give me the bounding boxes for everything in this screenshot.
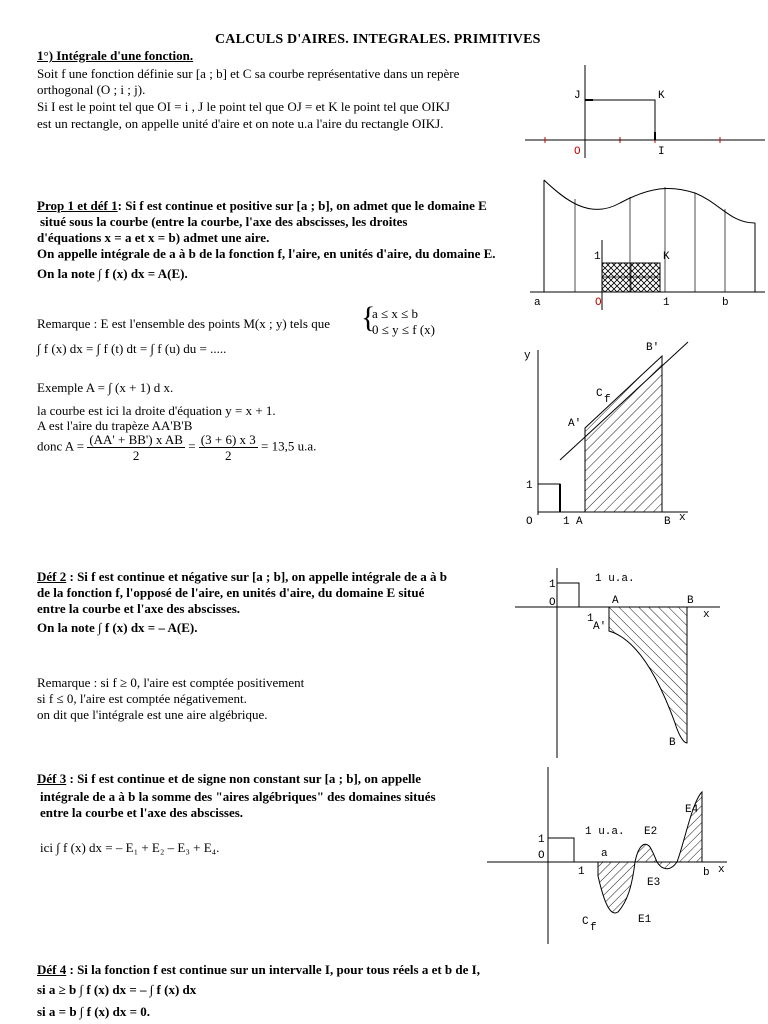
label-B: B xyxy=(669,737,676,749)
label-a: a xyxy=(601,848,608,860)
label-O: O xyxy=(549,597,556,609)
label-1: 1 xyxy=(594,251,601,263)
def4-line: Déf 4 : Si la fonction f est continue sur un intervalle I, pour tous réels a et b de I, xyxy=(37,962,480,977)
trapezoid xyxy=(585,356,662,512)
def2-line: On la note ∫ f (x) dx = – A(E). xyxy=(37,620,198,635)
label-x: x xyxy=(679,512,686,524)
negative-area-figure xyxy=(515,563,725,758)
label-1: 1 xyxy=(587,613,594,625)
def3-line: entre la courbe et l'axe des abscisses. xyxy=(40,805,244,820)
label-ua: 1 u.a. xyxy=(595,573,635,585)
prop1-line: On la note ∫ f (x) dx = A(E). xyxy=(37,266,188,281)
label-B: B xyxy=(687,595,694,607)
label-Cf: C xyxy=(596,388,603,400)
text-line: orthogonal (O ; i ; j). xyxy=(37,82,146,97)
negative-region xyxy=(609,607,687,743)
def2-line: Déf 2 : Si f est continue et négative sur [a ; b], on appelle intégrale de a à b xyxy=(37,569,447,584)
label-E4: E4 xyxy=(685,804,699,816)
prop1-line: On appelle intégrale de a à b de la fonction f, l'aire, en unités d'aire, du domaine E. xyxy=(37,246,496,261)
label-O: O xyxy=(595,297,602,309)
prop1-line: d'équations x = a et x = b) admet une aire. xyxy=(37,230,270,245)
integral-equality: ∫ f (x) dx = ∫ f (t) dt = ∫ f (u) du = ..... xyxy=(37,341,227,356)
page-title: CALCULS D'AIRES. INTEGRALES. PRIMITIVES xyxy=(215,32,541,47)
remark-line: on dit que l'intégrale est une aire algébrique. xyxy=(37,707,268,722)
label-1: 1 xyxy=(549,579,556,591)
label-ua: 1 u.a. xyxy=(585,826,625,838)
remark-text: Remarque : E est l'ensemble des points M(x ; y) tels que xyxy=(37,316,330,331)
def3-line: intégrale de a à b la somme des "aires algébriques" des domaines situés xyxy=(40,789,436,804)
label-x: x xyxy=(718,864,725,876)
label-b: b xyxy=(703,867,710,879)
label-E3: E3 xyxy=(647,877,661,889)
svg-text:f: f xyxy=(604,394,611,406)
label-A: A xyxy=(576,516,583,528)
remark-line: Remarque : si f ≥ 0, l'aire est comptée positivement xyxy=(37,675,305,690)
label-O: O xyxy=(538,850,545,862)
label-1: 1 xyxy=(526,480,533,492)
curve xyxy=(544,180,755,223)
label-b: b xyxy=(722,297,729,309)
prop1-line: Prop 1 et déf 1: Si f est continue et positive sur [a ; b], on admet que le domaine E xyxy=(37,198,487,213)
prop1-line: situé sous la courbe (entre la courbe, l'axe des abscisses, les droites xyxy=(40,214,408,229)
example-calc: donc A = $\frac{\text{(AA' + BB') x AB}}{2}$ = $\frac{(3 + 6) x 3}{2}$ = 13,5 u.a. xyxy=(37,432,317,463)
label-B: B xyxy=(664,516,671,528)
label-1: 1 xyxy=(663,297,670,309)
region-E2 xyxy=(635,844,657,862)
sign-changing-area-figure xyxy=(482,762,732,947)
label-A: A xyxy=(612,595,619,607)
label-1: 1 xyxy=(538,834,545,846)
example-line: A est l'aire du trapèze AA'B'B xyxy=(37,418,193,433)
label-Ap: A' xyxy=(568,418,582,430)
def3-line: Déf 3 : Si f est continue et de signe non constant sur [a ; b], on appelle xyxy=(37,771,422,786)
label-1: 1 xyxy=(578,866,585,878)
label-O: O xyxy=(574,146,581,158)
trapezoid-figure xyxy=(518,340,698,530)
text-line: Soit f une fonction définie sur [a ; b] et C sa courbe représentative dans un repère xyxy=(37,66,460,81)
condition: 0 ≤ y ≤ f (x) xyxy=(372,322,436,337)
def4-line: si a ≥ b ∫ f (x) dx = – ∫ f (x) dx xyxy=(37,982,197,997)
label-Cf: C xyxy=(582,916,589,928)
label-x: x xyxy=(703,609,710,621)
brace: { xyxy=(361,301,376,334)
label-Ap: A' xyxy=(593,621,607,633)
def2-line: entre la courbe et l'axe des abscisses. xyxy=(37,601,241,616)
condition: a ≤ x ≤ b xyxy=(372,306,419,321)
text-line: est un rectangle, on appelle unité d'aire et on note u.a l'aire du rectangle OIKJ. xyxy=(37,116,444,131)
label-1: 1 xyxy=(563,516,570,528)
label-Bp: B' xyxy=(646,342,660,354)
label-K: K xyxy=(658,90,665,102)
region-E1 xyxy=(598,862,635,913)
region-E3 xyxy=(657,862,677,869)
label-E2: E2 xyxy=(644,826,658,838)
unit-area-figure xyxy=(525,60,765,160)
section-heading: 1°) Intégrale d'une fonction. xyxy=(37,48,194,63)
area-under-curve-figure xyxy=(530,175,765,310)
label-a: a xyxy=(534,297,541,309)
def4-line: si a = b ∫ f (x) dx = 0. xyxy=(37,1004,150,1019)
label-K: K xyxy=(663,251,670,263)
def2-line: de la fonction f, l'opposé de l'aire, en unités d'aire, du domaine E situé xyxy=(37,585,425,600)
label-I: I xyxy=(658,146,665,158)
def3-formula: ici ∫ f (x) dx = – E₁ + E₂ – E₃ + E₄. xyxy=(40,840,220,855)
label-J: J xyxy=(574,90,581,102)
text-line: Si I est le point tel que OI = i , J le point tel que OJ = et K le point tel que OIKJ xyxy=(37,99,450,114)
example-line: Exemple A = ∫ (x + 1) d x. xyxy=(37,380,174,395)
label-y: y xyxy=(524,350,531,362)
remark-line: si f ≤ 0, l'aire est comptée négativement. xyxy=(37,691,247,706)
example-line: la courbe est ici la droite d'équation y = x + 1. xyxy=(37,403,276,418)
unit-rectangle xyxy=(585,100,655,140)
label-E1: E1 xyxy=(638,914,652,926)
svg-text:f: f xyxy=(590,922,597,934)
label-O: O xyxy=(526,516,533,528)
region-E4 xyxy=(677,792,702,862)
